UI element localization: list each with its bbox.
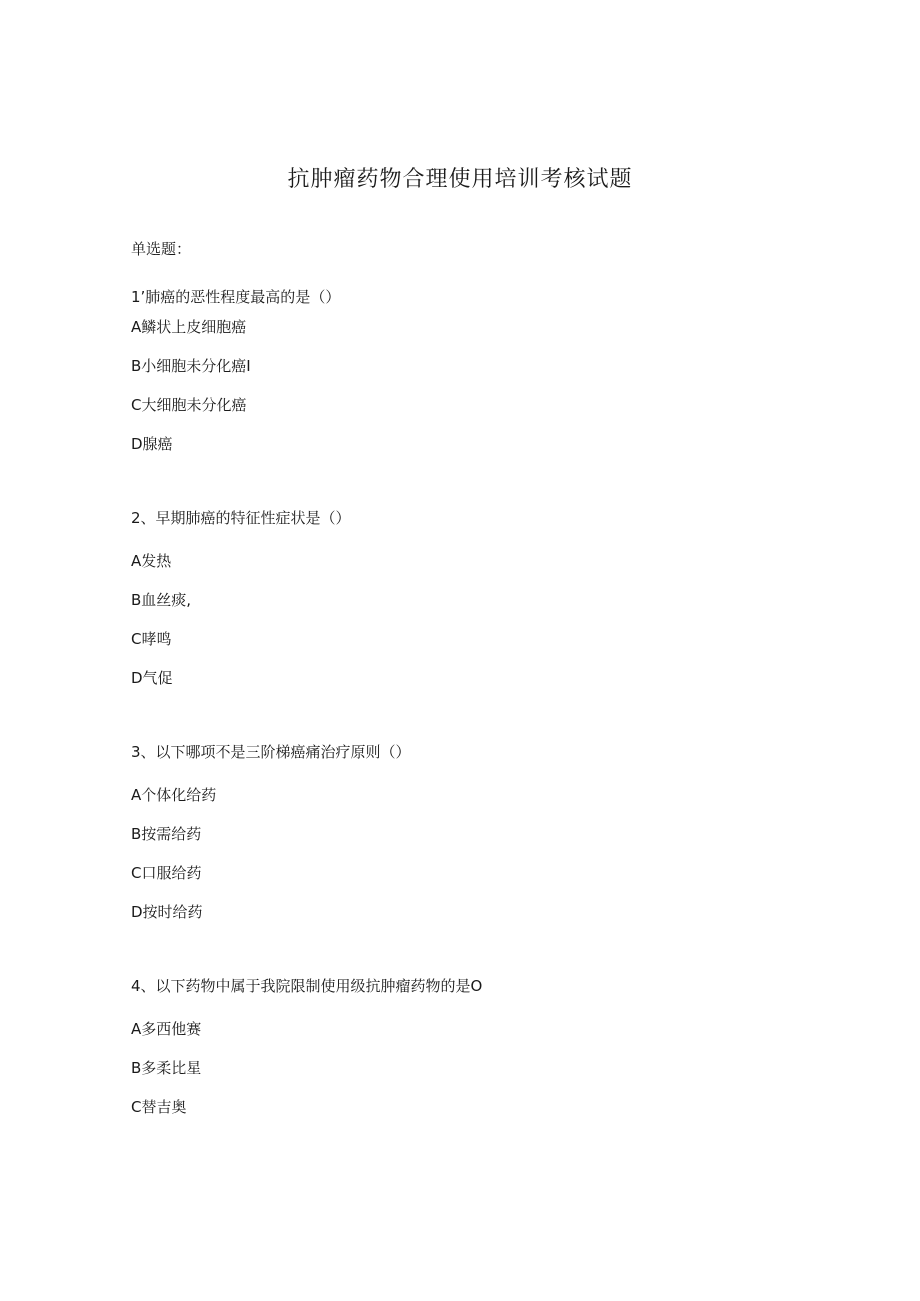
- question-3-option-b: B按需给药: [131, 825, 202, 843]
- page-title: 抗肿瘤药物合理使用培训考核试题: [287, 167, 633, 192]
- question-1: 1’肺癌的恶性程度最高的是（）: [131, 288, 341, 306]
- question-1-option-b: B小细胞未分化癌I: [131, 357, 251, 375]
- question-2-option-d: D气促: [131, 669, 173, 687]
- question-3-option-a: A个体化给药: [131, 786, 217, 804]
- question-1-option-d: D腺癌: [131, 435, 173, 453]
- question-2-option-a: A发热: [131, 552, 172, 570]
- question-3-option-d: D按时给药: [131, 903, 203, 921]
- question-2-option-c: C哮鸣: [131, 630, 172, 648]
- question-4-option-b: B多柔比星: [131, 1059, 202, 1077]
- question-2: 2、早期肺癌的特征性症状是（）: [131, 509, 351, 527]
- question-3: 3、以下哪项不是三阶梯癌痛治疗原则（）: [131, 743, 411, 761]
- question-3-option-c: C口服给药: [131, 864, 202, 882]
- question-4-option-a: A多西他赛: [131, 1020, 202, 1038]
- question-4: 4、以下药物中属于我院限制使用级抗肿瘤药物的是O: [131, 977, 483, 995]
- question-1-option-c: C大细胞未分化癌: [131, 396, 247, 414]
- question-2-option-b: B血丝痰,: [131, 591, 192, 609]
- question-4-option-c: C替吉奥: [131, 1098, 187, 1116]
- question-1-option-a: A鳞状上皮细胞癌: [131, 318, 247, 336]
- section-heading: 单选题：: [131, 240, 192, 258]
